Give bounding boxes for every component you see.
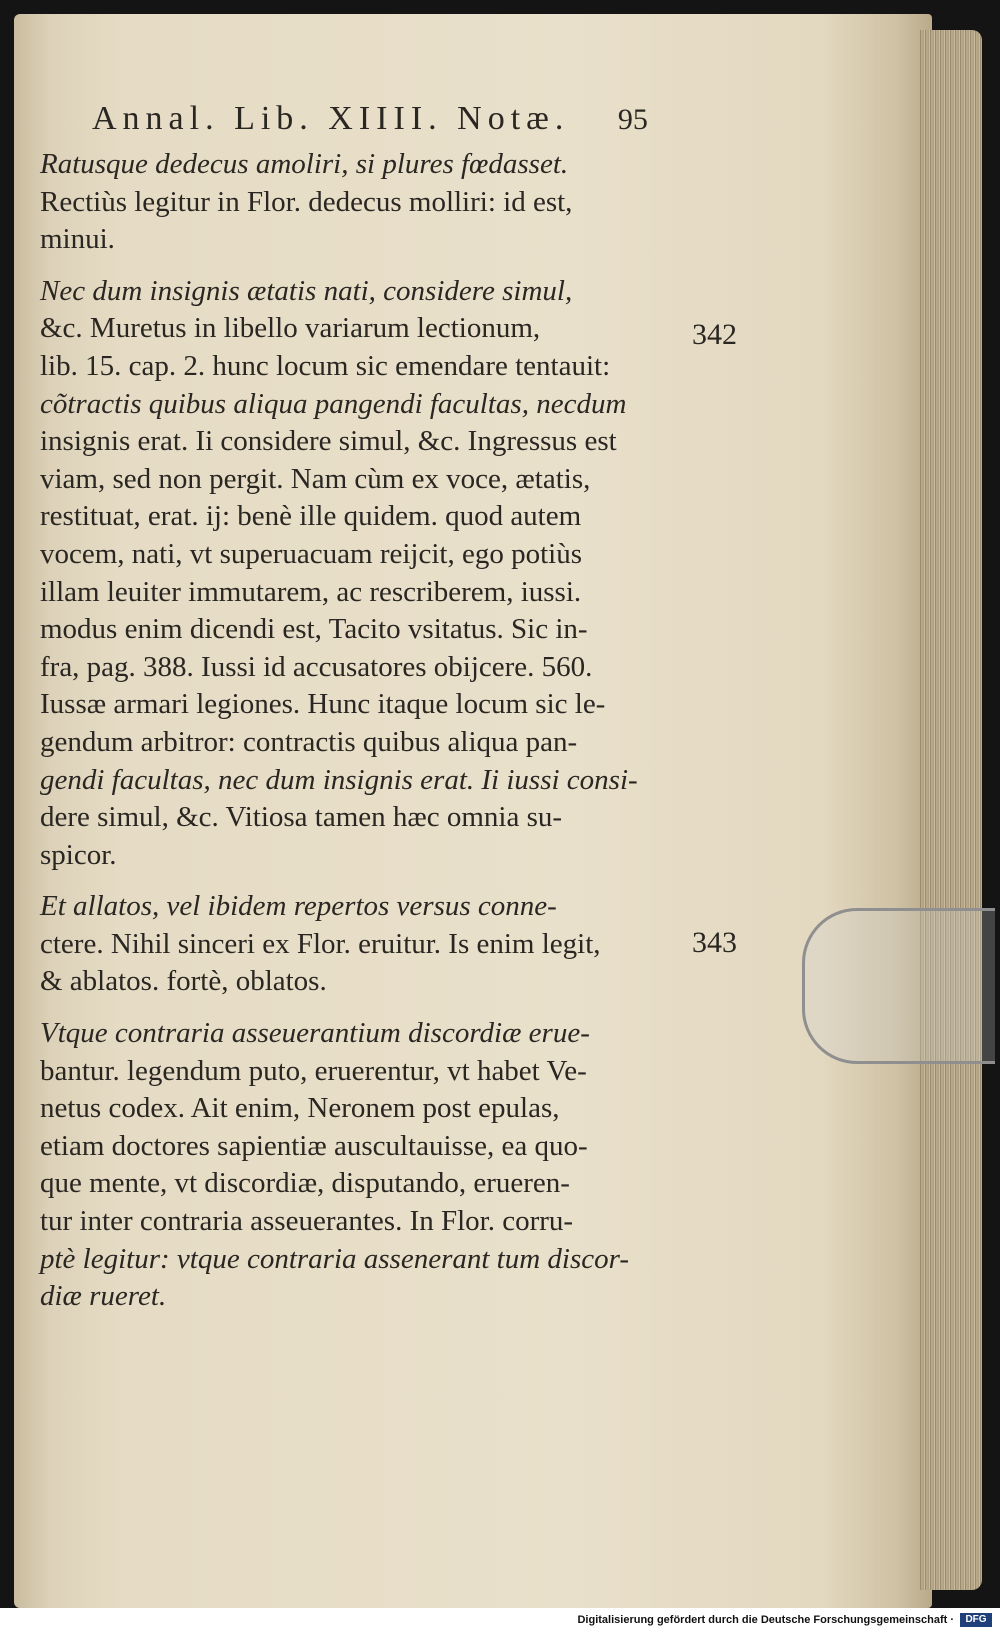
text-line: netus codex. Ait enim, Neronem post epulas, (40, 1092, 560, 1125)
text-line: Rectiùs legitur in Flor. dedecus molliri: id est, (40, 185, 573, 218)
paragraph (40, 888, 690, 1001)
text-line: spicor. (40, 838, 117, 871)
text-line: vocem, nati, vt superuacuam reijcit, ego potiùs (40, 537, 582, 570)
text-line: que mente, vt discordiæ, disputando, erueren- (40, 1167, 570, 1200)
text-line: viam, sed non pergit. Nam cùm ex voce, ætatis, (40, 462, 591, 495)
text-line: tur inter contraria asseuerantes. In Flor. corru- (40, 1205, 574, 1238)
text-line: cõtractis quibus aliqua pangendi facultas, necdum (40, 387, 627, 420)
page-number: 95 (617, 103, 648, 136)
paragraph (40, 273, 690, 875)
paragraph-gap (40, 874, 690, 888)
text-line: restituat, erat. ij: benè ille quidem. quod autem (40, 500, 582, 533)
running-head-title: Annal. Lib. XIIII. Notæ. (92, 100, 570, 137)
text-line: dere simul, &c. Vitiosa tamen hæc omnia su- (40, 801, 563, 834)
text-line: gendum arbitror: contractis quibus aliqua pan- (40, 725, 578, 758)
paragraph-gap (40, 259, 690, 273)
text-line: illam leuiter immutarem, ac rescriberem, iussi. (40, 575, 582, 608)
text-line: insignis erat. Ii considere simul, &c. Ingressus est (40, 425, 617, 458)
text-line: ptè legitur: vtque contraria assenerant tum discor- (40, 1242, 630, 1275)
text-line: Nec dum insignis ætatis nati, considere simul, (40, 274, 573, 307)
page-clip (802, 908, 995, 1064)
paragraphs (40, 146, 690, 1316)
footer-bar (0, 1608, 1000, 1633)
text-line: Vtque contraria asseuerantium discordiæ erue- (40, 1017, 590, 1050)
text-line: diæ rueret. (40, 1280, 167, 1313)
page-text-block (40, 100, 690, 1316)
text-line: gendi facultas, nec dum insignis erat. Ii iussi consi- (40, 763, 638, 796)
text-line: ctere. Nihil sinceri ex Flor. eruitur. Is enim legit, (40, 927, 601, 960)
text-line: &c. Muretus in libello variarum lectionum, (40, 312, 541, 345)
text-line: etiam doctores sapientiæ auscultauisse, ea quo- (40, 1129, 588, 1162)
text-line: minui. (40, 223, 115, 256)
margin-number: 343 (692, 926, 737, 959)
text-line: fra, pag. 388. Iussi id accusatores obijcere. 560. (40, 650, 593, 683)
footer-credit: Digitalisierung gefördert durch die Deutsche Forschungsgemeinschaft · (577, 1614, 954, 1626)
text-line: & ablatos. fortè, oblatos. (40, 965, 327, 998)
book-fore-edge (920, 30, 982, 1590)
text-line: lib. 15. cap. 2. hunc locum sic emendare tentauit: (40, 349, 611, 382)
text-line: Et allatos, vel ibidem repertos versus conne- (40, 890, 557, 923)
text-line: Iussæ armari legiones. Hunc itaque locum sic le- (40, 688, 606, 721)
dfg-logo: DFG (960, 1613, 992, 1627)
paragraph (40, 146, 690, 259)
text-line: modus enim dicendi est, Tacito vsitatus. Sic in- (40, 613, 588, 646)
text-line: Ratusque dedecus amoliri, si plures fœdasset. (40, 148, 569, 180)
margin-number: 342 (692, 318, 737, 351)
running-head (92, 100, 690, 138)
paragraph (40, 1015, 690, 1316)
text-line: bantur. legendum puto, eruerentur, vt habet Ve- (40, 1054, 587, 1087)
paragraph-gap (40, 1001, 690, 1015)
